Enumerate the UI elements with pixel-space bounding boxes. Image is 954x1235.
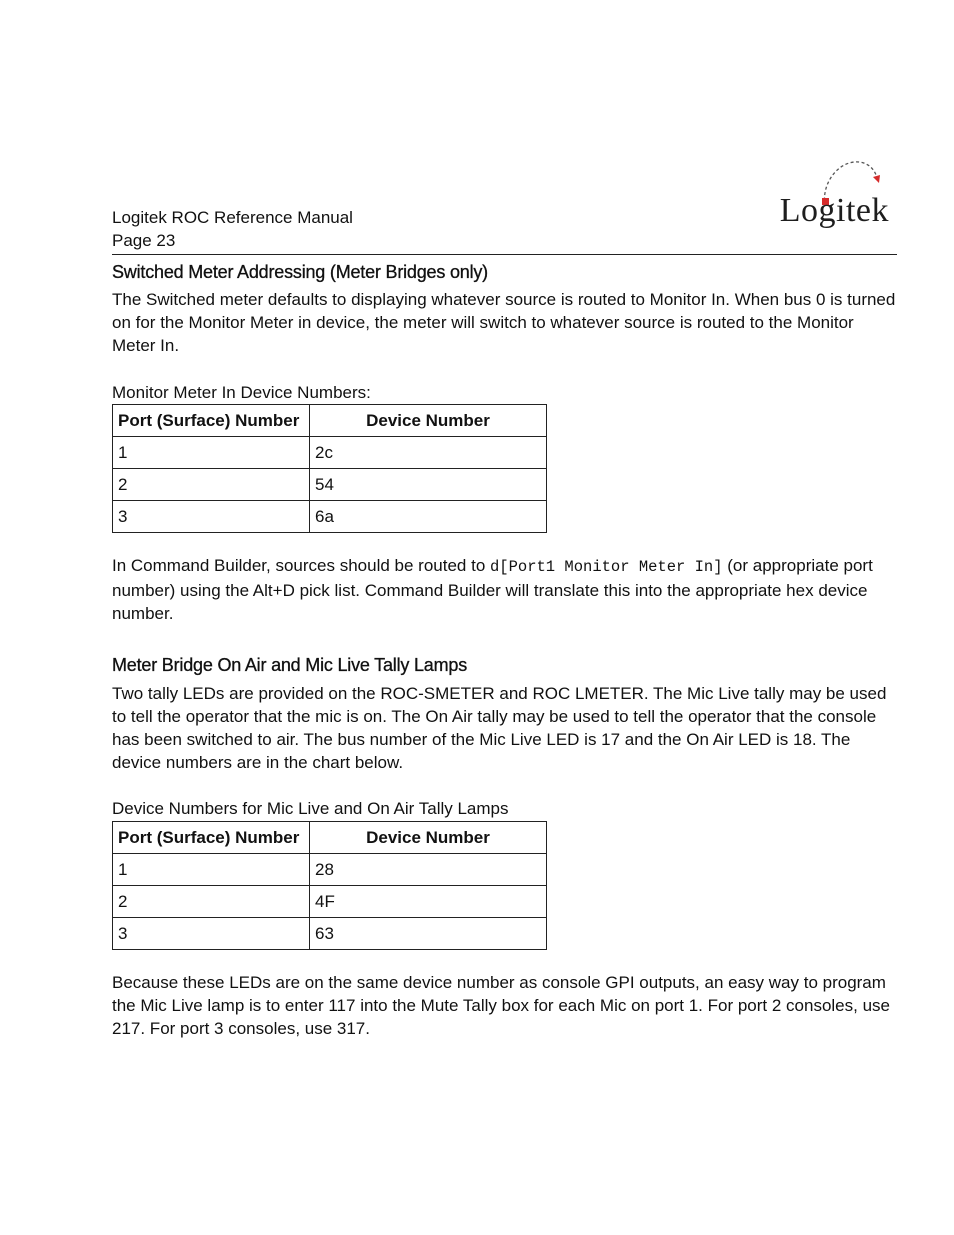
command-builder-note xyxy=(112,554,897,625)
tally-lamps-table xyxy=(112,821,547,950)
table-row xyxy=(113,886,547,918)
table-cell-device: 4F xyxy=(310,886,547,918)
column-header-device: Device Number xyxy=(310,822,547,854)
table-cell-port: 2 xyxy=(113,886,310,918)
page-header xyxy=(112,158,897,255)
section-title-tally-lamps: Meter Bridge On Air and Mic Live Tally Lamps xyxy=(112,655,468,675)
table-row xyxy=(113,437,547,469)
table-cell-port: 1 xyxy=(113,854,310,886)
section-paragraph-switched-meter: The Switched meter defaults to displaying whatever source is routed to Monitor In. When bus 0 is turned on for the Monitor Meter in device, the meter will switch to whatever source is routed to the Monitor Meter In. xyxy=(112,290,896,355)
page-number: Page 23 xyxy=(112,231,176,250)
table-cell-device: 6a xyxy=(310,501,547,533)
table-cell-port: 1 xyxy=(113,437,310,469)
table-cell-device: 28 xyxy=(310,854,547,886)
note-text-after: (or appropriate port number) using the Alt+D pick list. Command Builder will translate this into the appropriate hex device number. xyxy=(112,556,873,623)
table-caption-tally-lamps: Device Numbers for Mic Live and On Air Tally Lamps xyxy=(112,799,509,818)
manual-title: Logitek ROC Reference Manual xyxy=(112,208,353,227)
table-cell-device: 63 xyxy=(310,918,547,950)
logo-wordmark: Logitek xyxy=(779,192,889,229)
column-header-device: Device Number xyxy=(310,405,547,437)
monitor-meter-table xyxy=(112,404,547,533)
table-cell-port: 3 xyxy=(113,501,310,533)
table-header-row xyxy=(113,822,547,854)
note-code: d[Port1 Monitor Meter In] xyxy=(490,558,723,576)
note-text-before: In Command Builder, sources should be routed to xyxy=(112,556,490,575)
table-row xyxy=(113,854,547,886)
section-paragraph-tally-lamps: Two tally LEDs are provided on the ROC-SMETER and ROC LMETER. The Mic Live tally may be used to tell the operator that the mic is on. The On Air tally may be used to tell the operator that the console has been switched to air. The bus number of the Mic Live LED is 17 and the On Air LED is 18. The device numbers are in the chart below. xyxy=(112,684,887,772)
table-row xyxy=(113,918,547,950)
table-header-row xyxy=(113,405,547,437)
column-header-port: Port (Surface) Number xyxy=(113,405,310,437)
table-cell-port: 3 xyxy=(113,918,310,950)
column-header-port: Port (Surface) Number xyxy=(113,822,310,854)
table-cell-device: 2c xyxy=(310,437,547,469)
section-title-switched-meter: Switched Meter Addressing (Meter Bridges only) xyxy=(112,262,488,282)
closing-paragraph: Because these LEDs are on the same device number as console GPI outputs, an easy way to program the Mic Live lamp is to enter 117 into the Mute Tally box for each Mic on port 1. For port 2 consoles, use 217. For port 3 consoles, use 317. xyxy=(112,973,890,1038)
logitek-logo xyxy=(759,158,889,238)
table-row xyxy=(113,469,547,501)
table-row xyxy=(113,501,547,533)
table-cell-port: 2 xyxy=(113,469,310,501)
header-text xyxy=(112,206,353,252)
table-caption-monitor-meter: Monitor Meter In Device Numbers: xyxy=(112,383,371,402)
table-cell-device: 54 xyxy=(310,469,547,501)
